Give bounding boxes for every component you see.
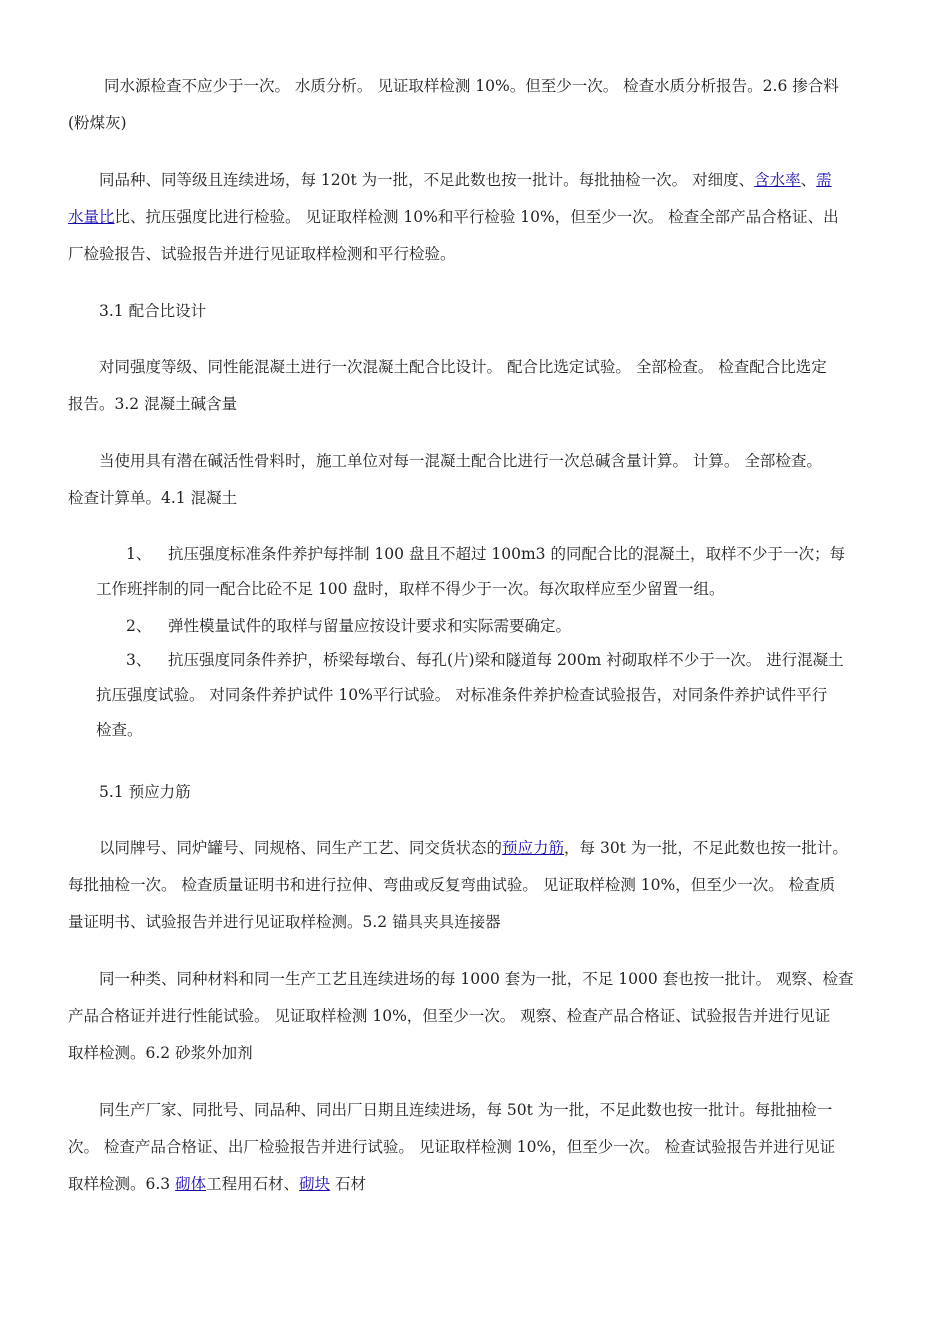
text-run: 、	[800, 171, 817, 189]
text-line: 报告。3.2 混凝土碱含量	[68, 395, 238, 413]
link-water-demand-ratio-part1[interactable]: 需	[816, 171, 832, 189]
text-run: 比、抗压强度比进行检验。 见证取样检测 10%和平行检验 10%，但至少一次。 检查全部产品合格证、出	[114, 208, 839, 226]
text-line	[96, 537, 888, 572]
text-line: 同一种类、同种材料和同一生产工艺且连续进场的每 1000 套为一批，不足 1000 套也按一批计。 观察、检查	[99, 970, 854, 988]
paragraph-prestressing-tendon	[68, 830, 888, 941]
text-line: 取样检测。6.2 砂浆外加剂	[68, 1044, 253, 1062]
text-line: 工作班拌制的同一配合比砼不足 100 盘时，取样不得少于一次。每次取样应至少留置一组。	[96, 580, 725, 598]
text-run: 取样检测。6.3	[68, 1175, 176, 1193]
paragraph-anchorage	[68, 961, 888, 1072]
text-line: 同生产厂家、同批号、同品种、同出厂日期且连续进场，每 50t 为一批，不足此数也按一批计。每批抽检一	[99, 1101, 833, 1119]
paragraph-mortar-admixture	[68, 1092, 888, 1203]
text-line: 对同强度等级、同性能混凝土进行一次混凝土配合比设计。 配合比选定试验。 全部检查。 检查配合比选定	[99, 358, 827, 376]
text-run: 以同牌号、同炉罐号、同规格、同生产工艺、同交货状态的	[99, 839, 503, 857]
text-line	[96, 609, 888, 644]
text-line: 次。 检查产品合格证、出厂检验报告并进行试验。 见证取样检测 10%，但至少一次。 检查试验报告并进行见证	[68, 1138, 836, 1156]
text-line	[68, 162, 888, 199]
list-number: 1、	[126, 545, 152, 563]
paragraph-alkali-content	[68, 443, 888, 517]
text-run: 石材	[330, 1175, 367, 1193]
text-line	[68, 830, 888, 867]
text-run: 弹性模量试件的取样与留量应按设计要求和实际需要确定。	[168, 617, 572, 635]
paragraph-fly-ash	[68, 162, 888, 273]
text-line: 每批抽检一次。 检查质量证明书和进行拉伸、弯曲或反复弯曲试验。 见证取样检测 10%，但至少一次。 检查质	[68, 876, 836, 894]
list-number: 2、	[126, 617, 152, 635]
text-line: 同水源检查不应少于一次。 水质分析。 见证取样检测 10%。但至少一次。 检查水质分析报告。2.6 掺合料	[104, 77, 839, 95]
list-item-2	[96, 609, 888, 644]
section-heading-3-1: 3.1 配合比设计	[99, 302, 207, 320]
text-line	[68, 1166, 888, 1203]
paragraph-mix-design	[68, 349, 888, 423]
link-water-demand-ratio-part2[interactable]: 水量比	[68, 208, 115, 226]
text-line: 检查。	[96, 721, 143, 739]
text-run: 工程用石材、	[206, 1175, 300, 1193]
section-heading-5-1: 5.1 预应力筋	[99, 783, 191, 801]
text-line: 检查计算单。4.1 混凝土	[68, 489, 238, 507]
paragraph-water-source	[68, 68, 888, 142]
link-block[interactable]: 砌块	[299, 1175, 331, 1193]
text-line: 抗压强度试验。 对同条件养护试件 10%平行试验。 对标准条件养护检查试验报告，对同条件养护试件平行	[96, 686, 828, 704]
link-masonry[interactable]: 砌体	[175, 1175, 207, 1193]
text-run: ，每 30t 为一批，不足此数也按一批计。	[564, 839, 848, 857]
list-item-1	[96, 537, 888, 607]
text-run: 抗压强度标准条件养护每拌制 100 盘且不超过 100m3 的同配合比的混凝土，取样不少于一次；每	[168, 545, 845, 563]
text-line	[96, 643, 888, 678]
list-item-3	[96, 643, 888, 748]
text-run: 抗压强度同条件养护，桥梁每墩台、每孔(片)梁和隧道每 200m 衬砌取样不少于一次。 进行混凝土	[168, 651, 844, 669]
text-line: 厂检验报告、试验报告并进行见证取样检测和平行检验。	[68, 245, 456, 263]
link-prestressing-tendon[interactable]: 预应力筋	[502, 839, 565, 857]
text-line	[68, 199, 888, 236]
text-line: (粉煤灰)	[68, 114, 127, 132]
list-number: 3、	[126, 651, 152, 669]
text-line: 量证明书、试验报告并进行见证取样检测。5.2 锚具夹具连接器	[68, 913, 501, 931]
text-line: 当使用具有潜在碱活性骨料时，施工单位对每一混凝土配合比进行一次总碱含量计算。 计算。 全部检查。	[99, 452, 822, 470]
text-run: 同品种、同等级且连续进场，每 120t 为一批，不足此数也按一批计。每批抽检一次。 对细度、	[99, 171, 755, 189]
link-moisture-content[interactable]: 含水率	[754, 171, 801, 189]
text-line: 产品合格证并进行性能试验。 见证取样检测 10%，但至少一次。 观察、检查产品合格证、试验报告并进行见证	[68, 1007, 831, 1025]
